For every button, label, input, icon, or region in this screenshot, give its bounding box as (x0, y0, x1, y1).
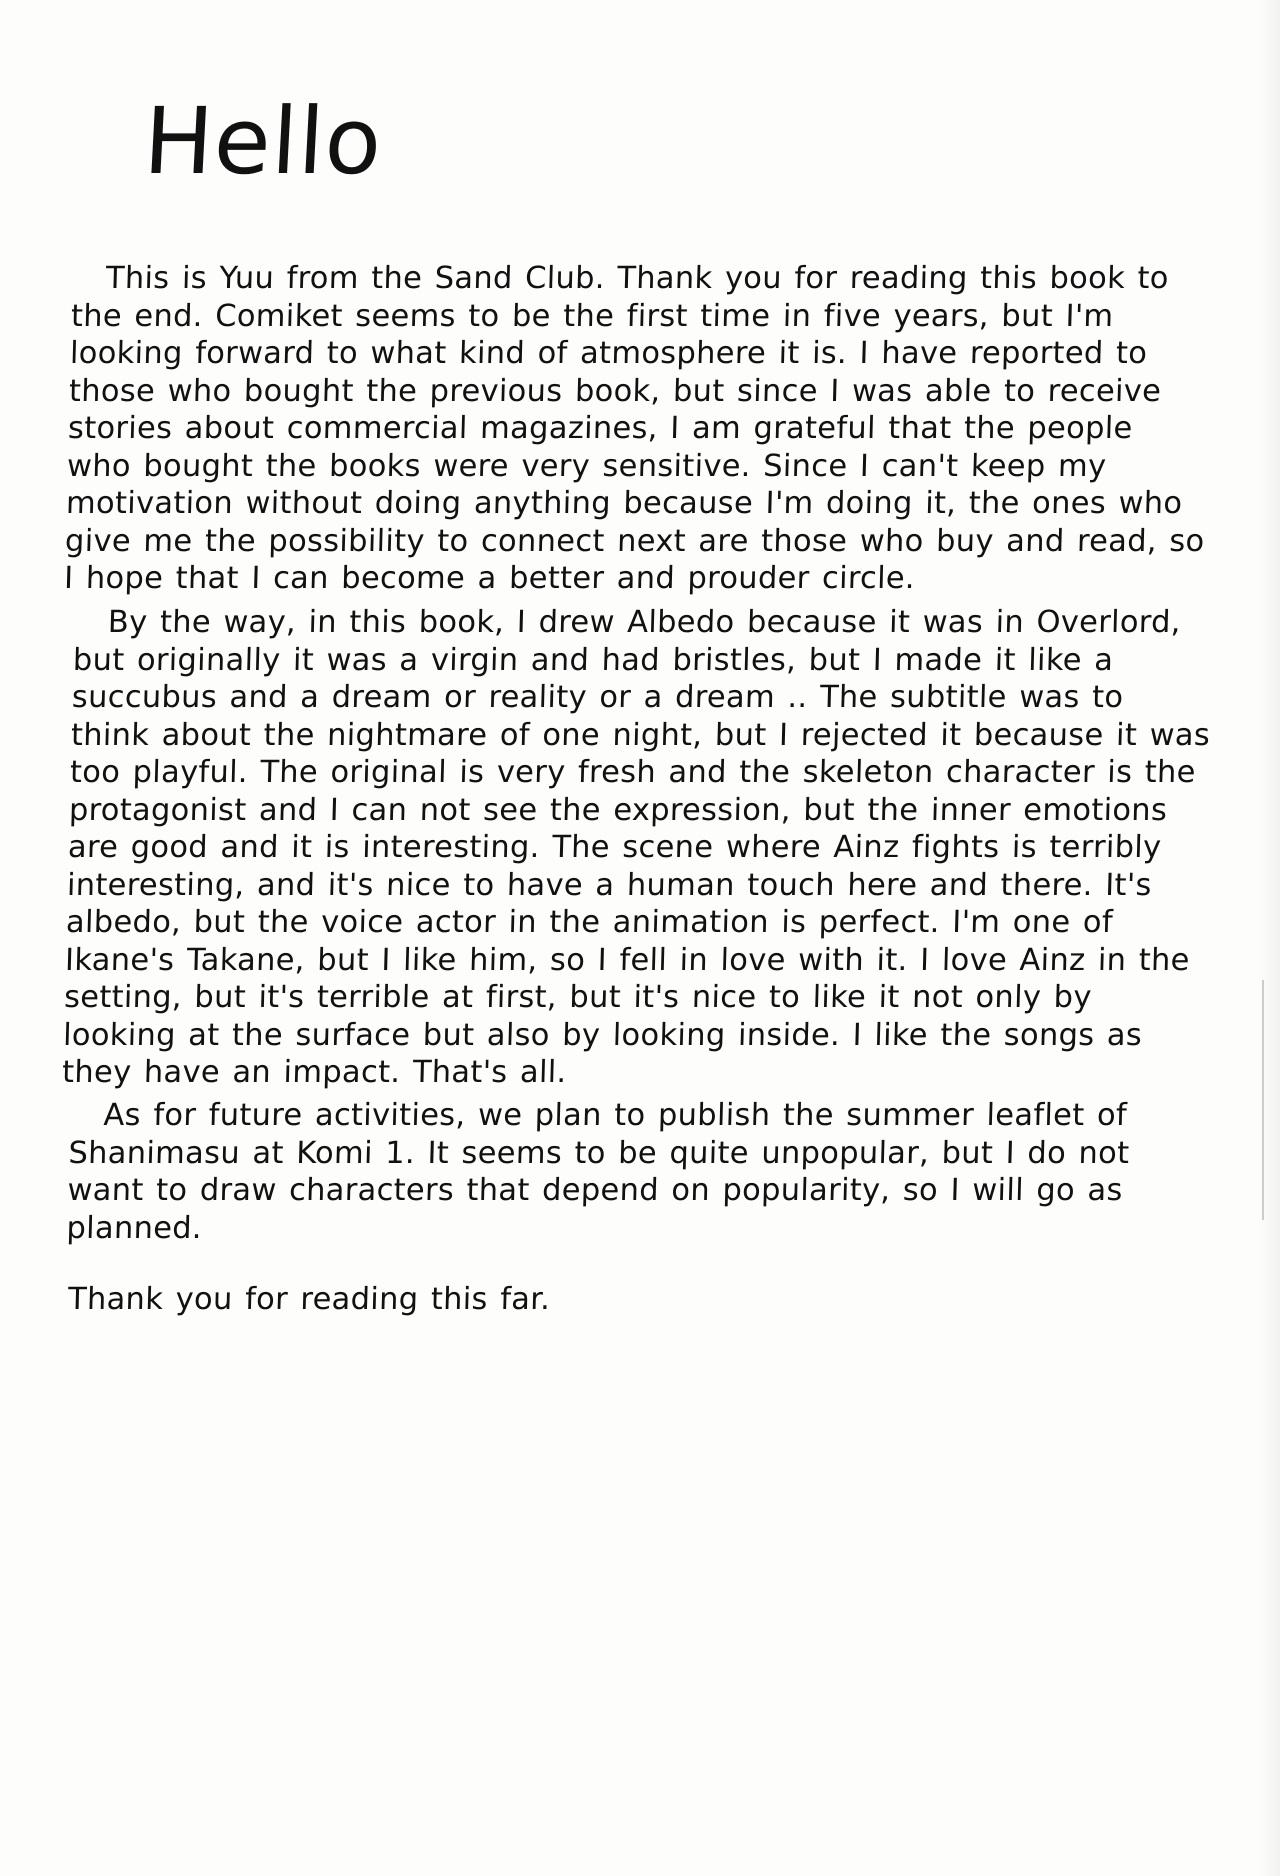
afterword-body (61, 260, 1211, 1319)
paragraph-3: As for future activities, we plan to publish the summer leaflet of Shanimasu at Komi 1. It seems to be quite unpopular, but I do not want to draw characters that depend on popularity, so I will go as planned. (66, 1098, 1130, 1246)
closing-line: Thank you for reading this far. (67, 1282, 551, 1317)
page-edge-shading (1258, 0, 1280, 1876)
page-title: Hello (141, 88, 386, 195)
paragraph-2: By the way, in this book, I drew Albedo because it was in Overlord, but originally it was a virgin and had bristles, but I made it like a succubus and a dream or reality or a dream .. The subtitle was to think about the nightmare of one night, but I rejected it because it was too playful. The original is very fresh and the skeleton character is the protagonist and I can not see the expression, but the inner emotions are good and it is interesting. The scene where Ainz fights is terribly interesting, and it's nice to have a human touch here and there. It's albedo, but the voice actor in the animation is perfect. I'm one of Ikane's Takane, but I like him, so I fell in love with it. I love Ainz in the setting, but it's terrible at first, but it's nice to like it not only by looking at the surface but also by looking inside. I like the songs as they have an impact. That's all. (61, 604, 1211, 1090)
page-edge-mark (1262, 980, 1264, 1220)
page-content (61, 88, 1211, 1325)
paragraph-1: This is Yuu from the Sand Club. Thank you for reading this book to the end. Comiket seems to be the first time in five years, but I'm looking forward to what kind of atmosphere it is. I have reported to those who bought the previous book, but since I was able to receive stories about commercial magazines, I am grateful that the people who bought the books were very sensitive. Since I can't keep my motivation without doing anything because I'm doing it, the ones who give me the possibility to connect next are those who buy and read, so I hope that I can become a better and prouder circle. (63, 261, 1205, 596)
